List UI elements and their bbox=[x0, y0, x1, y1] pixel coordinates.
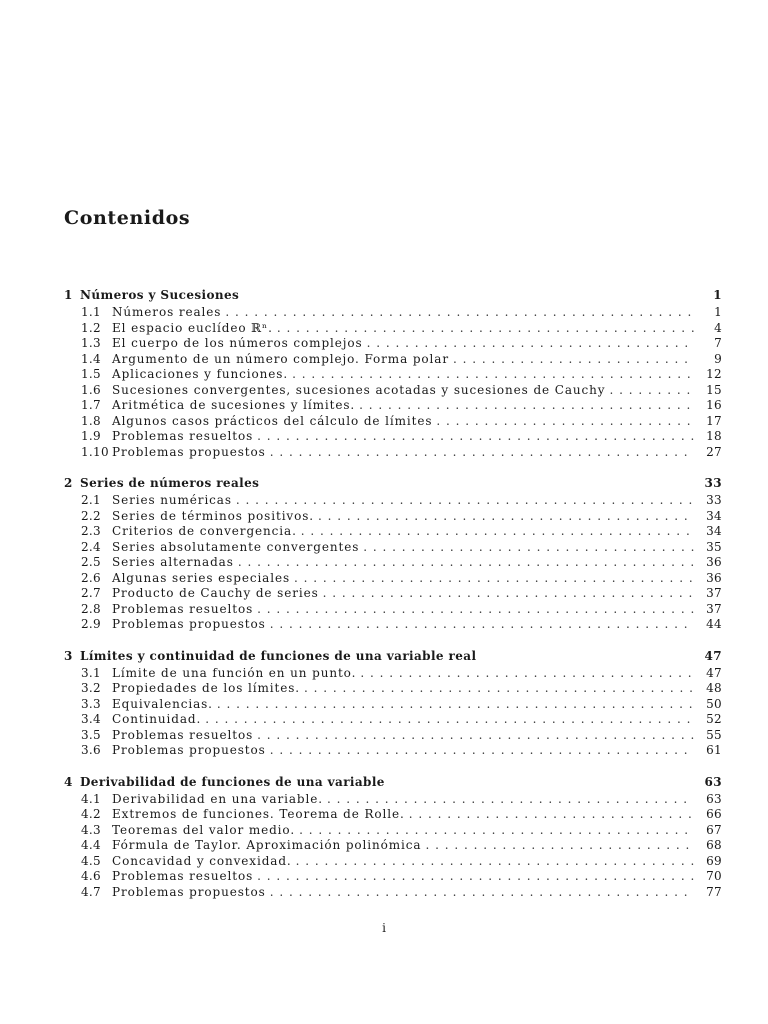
section-entry[interactable] bbox=[64, 509, 722, 525]
section-entry[interactable] bbox=[64, 321, 722, 337]
section-title: Teoremas del valor medio. bbox=[112, 822, 296, 837]
dot-leader bbox=[609, 383, 694, 397]
section-entry[interactable] bbox=[64, 493, 722, 509]
section-number: 4.3 bbox=[81, 822, 101, 837]
section-title: Aritmética de sucesiones y límites. bbox=[112, 398, 356, 412]
section-entry[interactable] bbox=[64, 697, 722, 713]
dot-leader bbox=[257, 869, 694, 883]
section-number: 4.7 bbox=[81, 884, 101, 899]
section-page-number: 7 bbox=[714, 336, 722, 350]
section-title: Problemas propuestos bbox=[112, 444, 266, 459]
toc-chapter bbox=[64, 649, 722, 759]
chapter-title: Números y Sucesiones bbox=[80, 288, 240, 302]
section-title: Concavidad y convexidad. bbox=[112, 853, 292, 868]
chapter-title: Series de números reales bbox=[80, 476, 260, 490]
section-entry[interactable] bbox=[64, 743, 722, 759]
dot-leader bbox=[409, 807, 694, 821]
section-page-number: 47 bbox=[706, 665, 722, 680]
section-number: 1.2 bbox=[81, 320, 101, 335]
chapter-title: Límites y continuidad de funciones de una variable real bbox=[80, 648, 477, 663]
section-number: 2.7 bbox=[81, 586, 101, 600]
section-number: 1.4 bbox=[81, 351, 101, 366]
section-number: 1.9 bbox=[81, 429, 101, 443]
section-page-number: 50 bbox=[706, 696, 722, 711]
section-number: 4.5 bbox=[81, 853, 101, 868]
dot-leader bbox=[225, 305, 694, 319]
section-title: Fórmula de Taylor. Aproximación polinómica bbox=[112, 838, 422, 852]
section-number: 3.6 bbox=[81, 743, 101, 757]
section-page-number: 36 bbox=[706, 555, 722, 569]
section-title: Sucesiones convergentes, sucesiones acotadas y sucesiones de Cauchy bbox=[112, 382, 606, 397]
dot-leader bbox=[257, 728, 694, 742]
section-number: 1.8 bbox=[81, 413, 101, 428]
section-title: Problemas resueltos bbox=[112, 429, 254, 443]
section-page-number: 70 bbox=[706, 869, 722, 883]
section-title: Producto de Cauchy de series bbox=[112, 586, 319, 600]
section-page-number: 61 bbox=[706, 743, 722, 757]
section-page-number: 77 bbox=[706, 884, 722, 899]
section-title: Números reales bbox=[112, 305, 222, 319]
section-title: Límite de una función en un punto. bbox=[112, 665, 357, 680]
section-number: 1.3 bbox=[81, 336, 101, 350]
dot-leader bbox=[359, 398, 694, 412]
section-page-number: 63 bbox=[706, 791, 722, 806]
dot-leader bbox=[436, 414, 694, 428]
section-page-number: 4 bbox=[714, 320, 722, 335]
section-entry[interactable] bbox=[64, 586, 722, 602]
chapter-number: 1 bbox=[64, 288, 73, 302]
section-page-number: 15 bbox=[706, 382, 722, 397]
toc-chapter bbox=[64, 476, 722, 633]
dot-leader bbox=[296, 854, 694, 868]
section-number: 4.2 bbox=[81, 807, 101, 821]
section-entry[interactable] bbox=[64, 367, 722, 383]
section-number: 3.3 bbox=[81, 696, 101, 711]
section-number: 1.10 bbox=[81, 444, 109, 459]
chapter-number: 2 bbox=[64, 476, 73, 490]
section-number: 2.9 bbox=[81, 617, 101, 631]
section-page-number: 34 bbox=[706, 508, 722, 523]
section-number: 1.7 bbox=[81, 398, 101, 412]
section-number: 3.4 bbox=[81, 712, 101, 726]
chapter-page-number: 1 bbox=[713, 288, 722, 302]
section-title: Series numéricas bbox=[112, 493, 232, 507]
dot-leader bbox=[270, 617, 694, 631]
page-title: Contenidos bbox=[64, 207, 191, 229]
dot-leader bbox=[360, 666, 694, 680]
section-entry[interactable] bbox=[64, 869, 722, 885]
section-entry[interactable] bbox=[64, 792, 722, 808]
section-number: 1.1 bbox=[81, 305, 101, 319]
toc-chapter bbox=[64, 288, 722, 460]
section-entry[interactable] bbox=[64, 414, 722, 430]
section-entry[interactable] bbox=[64, 838, 722, 854]
section-page-number: 69 bbox=[706, 853, 722, 868]
section-entry[interactable] bbox=[64, 571, 722, 587]
dot-leader bbox=[327, 792, 694, 806]
section-title: El cuerpo de los números complejos bbox=[112, 336, 363, 350]
section-page-number: 34 bbox=[706, 524, 722, 538]
section-title: Derivabilidad en una variable. bbox=[112, 791, 323, 806]
section-page-number: 12 bbox=[706, 367, 722, 381]
dot-leader bbox=[270, 885, 694, 899]
section-number: 3.5 bbox=[81, 727, 101, 742]
section-title: Algunos casos prácticos del cálculo de límites bbox=[112, 413, 433, 428]
chapter-entry[interactable] bbox=[64, 288, 722, 305]
section-title: Propiedades de los límites. bbox=[112, 681, 300, 695]
dot-leader bbox=[217, 697, 694, 711]
section-page-number: 67 bbox=[706, 822, 722, 837]
section-entry[interactable] bbox=[64, 336, 722, 352]
section-page-number: 1 bbox=[714, 305, 722, 319]
dot-leader bbox=[299, 823, 694, 837]
section-entry[interactable] bbox=[64, 681, 722, 697]
toc-chapter bbox=[64, 775, 722, 901]
section-number: 2.6 bbox=[81, 570, 101, 585]
dot-leader bbox=[257, 602, 694, 616]
section-title: Extremos de funciones. Teorema de Rolle. bbox=[112, 807, 405, 821]
section-page-number: 18 bbox=[706, 429, 722, 443]
section-number: 3.1 bbox=[81, 665, 101, 680]
section-title: Series absolutamente convergentes bbox=[112, 539, 360, 554]
chapter-number: 4 bbox=[64, 774, 73, 789]
section-title: Aplicaciones y funciones. bbox=[112, 367, 289, 381]
section-entry[interactable] bbox=[64, 712, 722, 728]
section-page-number: 27 bbox=[706, 444, 722, 459]
dot-leader bbox=[425, 838, 694, 852]
section-number: 2.8 bbox=[81, 601, 101, 616]
dot-leader bbox=[236, 493, 694, 507]
table-of-contents bbox=[64, 288, 722, 916]
chapter-entry[interactable] bbox=[64, 476, 722, 493]
dot-leader bbox=[323, 586, 694, 600]
section-page-number: 68 bbox=[706, 838, 722, 852]
section-title: Problemas propuestos bbox=[112, 884, 266, 899]
chapter-title: Derivabilidad de funciones de una variable bbox=[80, 774, 385, 789]
section-title: Problemas propuestos bbox=[112, 617, 266, 631]
section-page-number: 17 bbox=[706, 413, 722, 428]
section-number: 2.5 bbox=[81, 555, 101, 569]
chapter-page-number: 47 bbox=[704, 648, 722, 663]
section-page-number: 36 bbox=[706, 570, 722, 585]
section-title: Algunas series especiales bbox=[112, 570, 291, 585]
dot-leader bbox=[301, 524, 694, 538]
section-entry[interactable] bbox=[64, 524, 722, 540]
section-entry[interactable] bbox=[64, 885, 722, 901]
section-number: 4.6 bbox=[81, 869, 101, 883]
section-page-number: 55 bbox=[706, 727, 722, 742]
dot-leader bbox=[363, 540, 694, 554]
chapter-entry[interactable] bbox=[64, 775, 722, 792]
dot-leader bbox=[257, 429, 694, 443]
dot-leader bbox=[292, 367, 694, 381]
section-entry[interactable] bbox=[64, 617, 722, 633]
section-page-number: 37 bbox=[706, 601, 722, 616]
dot-leader bbox=[270, 743, 694, 757]
section-title: Continuidad. bbox=[112, 712, 202, 726]
section-number: 2.4 bbox=[81, 539, 101, 554]
dot-leader bbox=[453, 352, 694, 366]
section-entry[interactable] bbox=[64, 540, 722, 556]
section-title: Criterios de convergencia. bbox=[112, 524, 297, 538]
section-title: Series de términos positivos. bbox=[112, 508, 315, 523]
section-title: Argumento de un número complejo. Forma polar bbox=[112, 351, 449, 366]
section-title: Problemas resueltos bbox=[112, 727, 254, 742]
section-title: El espacio euclídeo ℝⁿ. bbox=[112, 320, 273, 335]
section-entry[interactable] bbox=[64, 666, 722, 682]
section-page-number: 16 bbox=[706, 398, 722, 412]
section-entry[interactable] bbox=[64, 305, 722, 321]
section-entry[interactable] bbox=[64, 823, 722, 839]
section-title: Problemas propuestos bbox=[112, 743, 266, 757]
section-entry[interactable] bbox=[64, 728, 722, 744]
section-entry[interactable] bbox=[64, 854, 722, 870]
section-page-number: 33 bbox=[706, 493, 722, 507]
section-page-number: 44 bbox=[706, 617, 722, 631]
section-title: Problemas resueltos bbox=[112, 601, 254, 616]
section-page-number: 66 bbox=[706, 807, 722, 821]
section-title: Equivalencias. bbox=[112, 696, 213, 711]
section-number: 4.1 bbox=[81, 791, 101, 806]
section-number: 2.2 bbox=[81, 508, 101, 523]
section-entry[interactable] bbox=[64, 807, 722, 823]
section-number: 2.3 bbox=[81, 524, 101, 538]
section-page-number: 35 bbox=[706, 539, 722, 554]
section-title: Series alternadas bbox=[112, 555, 234, 569]
section-entry[interactable] bbox=[64, 445, 722, 461]
section-number: 1.5 bbox=[81, 367, 101, 381]
dot-leader bbox=[270, 445, 694, 459]
section-title: Problemas resueltos bbox=[112, 869, 254, 883]
dot-leader bbox=[238, 555, 694, 569]
dot-leader bbox=[367, 336, 694, 350]
chapter-number: 3 bbox=[64, 648, 73, 663]
section-page-number: 52 bbox=[706, 712, 722, 726]
dot-leader bbox=[318, 509, 694, 523]
section-page-number: 37 bbox=[706, 586, 722, 600]
dot-leader bbox=[205, 712, 694, 726]
section-page-number: 48 bbox=[706, 681, 722, 695]
section-entry[interactable] bbox=[64, 398, 722, 414]
section-entry[interactable] bbox=[64, 602, 722, 618]
section-entry[interactable] bbox=[64, 555, 722, 571]
dot-leader bbox=[304, 681, 694, 695]
section-number: 4.4 bbox=[81, 838, 101, 852]
section-entry[interactable] bbox=[64, 352, 722, 368]
section-page-number: 9 bbox=[714, 351, 722, 366]
section-number: 1.6 bbox=[81, 382, 101, 397]
chapter-page-number: 33 bbox=[704, 476, 722, 490]
chapter-page-number: 63 bbox=[704, 774, 722, 789]
section-number: 3.2 bbox=[81, 681, 101, 695]
page-number: i bbox=[382, 921, 386, 935]
section-number: 2.1 bbox=[81, 493, 101, 507]
dot-leader bbox=[277, 321, 694, 335]
section-entry[interactable] bbox=[64, 429, 722, 445]
dot-leader bbox=[294, 571, 694, 585]
section-entry[interactable] bbox=[64, 383, 722, 399]
chapter-entry[interactable] bbox=[64, 649, 722, 666]
